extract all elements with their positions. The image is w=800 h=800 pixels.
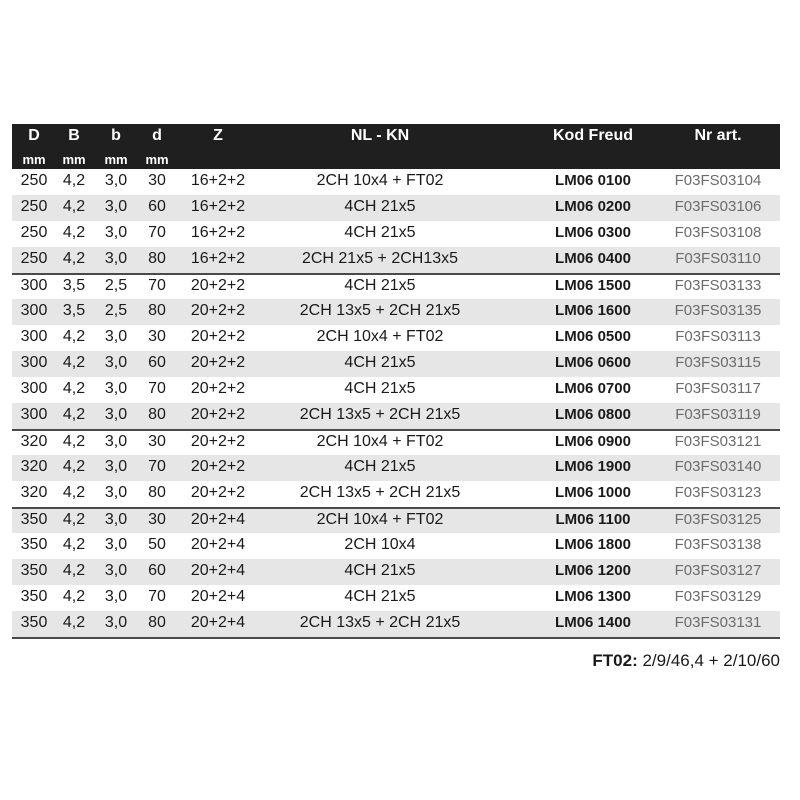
cell-kod: LM06 1000: [555, 484, 631, 501]
cell-b: 3,0: [104, 380, 128, 397]
product-table: [12, 124, 780, 639]
cell-b: 4,2: [62, 380, 86, 397]
cell-b: 3,5: [62, 277, 86, 294]
cell-z: 16+2+2: [190, 250, 246, 267]
table-row: [12, 273, 780, 299]
cell-nl: 4CH 21x5: [344, 562, 416, 579]
cell-nr: F03FS03138: [674, 536, 762, 553]
cell-kod: LM06 0600: [555, 354, 631, 371]
col-header-kod-freud: Kod Freud: [553, 127, 633, 144]
cell-d: 70: [148, 588, 166, 605]
table-row: [12, 507, 780, 533]
cell-b: 4,2: [62, 224, 86, 241]
cell-z: 20+2+4: [190, 588, 246, 605]
cell-z: 20+2+4: [190, 562, 246, 579]
cell-b: 3,0: [104, 562, 128, 579]
table-row: [12, 455, 780, 481]
cell-kod: LM06 1500: [555, 277, 631, 294]
cell-b: 2,5: [104, 302, 128, 319]
table-row: [12, 195, 780, 221]
cell-nl: 2CH 13x5 + 2CH 21x5: [299, 614, 461, 631]
cell-nl: 4CH 21x5: [344, 380, 416, 397]
cell-kod: LM06 0900: [555, 433, 631, 450]
cell-nr: F03FS03133: [674, 277, 762, 294]
table-row: [12, 611, 780, 637]
cell-nr: F03FS03113: [675, 328, 761, 345]
cell-d: 80: [148, 302, 166, 319]
cell-b: 4,2: [62, 198, 86, 215]
cell-nr: F03FS03127: [674, 562, 762, 579]
cell-b: 4,2: [62, 562, 86, 579]
cell-kod: LM06 0200: [555, 198, 631, 215]
cell-nl: 4CH 21x5: [344, 198, 416, 215]
cell-nr: F03FS03106: [674, 198, 762, 215]
cell-kod: LM06 0500: [555, 328, 631, 345]
cell-b: 3,0: [104, 484, 128, 501]
cell-d: 30: [148, 511, 166, 528]
cell-kod: LM06 0700: [555, 380, 631, 397]
cell-d: 50: [148, 536, 166, 553]
cell-nl: 2CH 21x5 + 2CH13x5: [301, 250, 459, 267]
col-header-d: d: [152, 127, 162, 144]
table-row: [12, 325, 780, 351]
cell-b: 3,0: [104, 172, 128, 189]
cell-b: 3,0: [104, 328, 128, 345]
table-row: [12, 533, 780, 559]
unit-B: mm: [62, 152, 86, 167]
cell-kod: LM06 1900: [555, 458, 631, 475]
cell-d: 300: [20, 328, 48, 345]
cell-b: 3,0: [104, 224, 128, 241]
unit-b: mm: [104, 152, 128, 167]
cell-b: 4,2: [62, 458, 86, 475]
cell-b: 3,0: [104, 406, 128, 423]
cell-kod: LM06 1300: [555, 588, 631, 605]
cell-d: 320: [20, 458, 48, 475]
table-body: [12, 169, 780, 637]
table-row: [12, 299, 780, 325]
cell-b: 4,2: [62, 588, 86, 605]
cell-b: 4,2: [62, 354, 86, 371]
cell-d: 300: [20, 302, 48, 319]
cell-b: 4,2: [62, 536, 86, 553]
table-row: [12, 351, 780, 377]
cell-nl: 2CH 13x5 + 2CH 21x5: [299, 406, 461, 423]
cell-z: 20+2+2: [190, 484, 246, 501]
cell-kod: LM06 1600: [555, 302, 631, 319]
cell-d: 80: [148, 406, 166, 423]
cell-d: 30: [148, 172, 166, 189]
cell-nl: 2CH 10x4: [344, 536, 416, 553]
cell-z: 20+2+4: [190, 511, 246, 528]
cell-b: 3,0: [104, 198, 128, 215]
cell-z: 16+2+2: [190, 172, 246, 189]
cell-d: 80: [148, 614, 166, 631]
table-row: [12, 429, 780, 455]
cell-kod: LM06 0100: [555, 172, 631, 189]
cell-nl: 4CH 21x5: [344, 354, 416, 371]
cell-nl: 2CH 13x5 + 2CH 21x5: [299, 302, 461, 319]
cell-d: 350: [20, 562, 48, 579]
cell-z: 20+2+2: [190, 277, 246, 294]
col-header-nl-kn: NL - KN: [350, 127, 410, 144]
cell-d: 30: [148, 433, 166, 450]
cell-b: 3,0: [104, 536, 128, 553]
cell-b: 2,5: [104, 277, 128, 294]
cell-z: 20+2+4: [190, 614, 246, 631]
cell-d: 60: [148, 354, 166, 371]
cell-nr: F03FS03110: [675, 250, 761, 267]
cell-d: 80: [148, 250, 166, 267]
cell-nr: F03FS03121: [674, 433, 762, 450]
cell-kod: LM06 0300: [555, 224, 631, 241]
table-header: [12, 124, 780, 169]
cell-nr: F03FS03131: [674, 614, 762, 631]
cell-nr: F03FS03123: [674, 484, 762, 501]
col-header-Z: Z: [213, 127, 223, 144]
cell-d: 250: [20, 172, 48, 189]
cell-b: 4,2: [62, 614, 86, 631]
cell-d: 320: [20, 433, 48, 450]
cell-b: 3,0: [104, 614, 128, 631]
cell-nr: F03FS03119: [675, 406, 761, 423]
cell-nl: 4CH 21x5: [344, 277, 416, 294]
cell-b: 3,0: [104, 458, 128, 475]
cell-b: 3,0: [104, 354, 128, 371]
cell-kod: LM06 0400: [555, 250, 631, 267]
table-row: [12, 481, 780, 507]
unit-d: mm: [145, 152, 169, 167]
cell-z: 16+2+2: [190, 224, 246, 241]
table-row: [12, 585, 780, 611]
cell-d: 250: [20, 250, 48, 267]
cell-b: 4,2: [62, 511, 86, 528]
cell-d: 250: [20, 224, 48, 241]
cell-b: 4,2: [62, 406, 86, 423]
footnote: [592, 651, 780, 671]
cell-z: 16+2+2: [190, 198, 246, 215]
cell-d: 350: [20, 536, 48, 553]
col-header-B: B: [68, 127, 80, 144]
cell-b: 3,0: [104, 433, 128, 450]
cell-d: 300: [20, 380, 48, 397]
cell-nl: 2CH 10x4 + FT02: [316, 511, 444, 528]
cell-z: 20+2+4: [190, 536, 246, 553]
table-row: [12, 403, 780, 429]
cell-b: 4,2: [62, 172, 86, 189]
col-header-b: b: [111, 127, 121, 144]
cell-z: 20+2+2: [190, 328, 246, 345]
cell-nr: F03FS03117: [675, 380, 761, 397]
cell-b: 3,0: [104, 588, 128, 605]
cell-z: 20+2+2: [190, 354, 246, 371]
cell-z: 20+2+2: [190, 380, 246, 397]
cell-nl: 4CH 21x5: [344, 588, 416, 605]
table-row: [12, 559, 780, 585]
cell-b: 3,5: [62, 302, 86, 319]
cell-d: 60: [148, 562, 166, 579]
cell-nl: 2CH 10x4 + FT02: [316, 172, 444, 189]
cell-d: 300: [20, 354, 48, 371]
cell-d: 80: [148, 484, 166, 501]
footnote-text: 2/9/46,4 + 2/10/60: [637, 651, 780, 670]
table-row: [12, 377, 780, 403]
cell-d: 320: [20, 484, 48, 501]
cell-d: 70: [148, 277, 166, 294]
unit-D: mm: [22, 152, 46, 167]
cell-b: 4,2: [62, 250, 86, 267]
cell-d: 350: [20, 614, 48, 631]
cell-d: 30: [148, 328, 166, 345]
cell-d: 60: [148, 198, 166, 215]
cell-kod: LM06 0800: [555, 406, 631, 423]
cell-kod: LM06 1400: [555, 614, 631, 631]
cell-b: 3,0: [104, 250, 128, 267]
cell-nr: F03FS03140: [674, 458, 762, 475]
cell-nl: 4CH 21x5: [344, 458, 416, 475]
cell-nl: 2CH 10x4 + FT02: [316, 433, 444, 450]
cell-kod: LM06 1800: [555, 536, 631, 553]
cell-nr: F03FS03104: [674, 172, 762, 189]
cell-b: 3,0: [104, 511, 128, 528]
cell-d: 350: [20, 511, 48, 528]
cell-nr: F03FS03115: [675, 354, 761, 371]
table-row: [12, 247, 780, 273]
table-bottom-rule: [12, 637, 780, 639]
cell-nl: 2CH 10x4 + FT02: [316, 328, 444, 345]
cell-nl: 4CH 21x5: [344, 224, 416, 241]
cell-d: 300: [20, 277, 48, 294]
table-row: [12, 169, 780, 195]
cell-kod: LM06 1100: [555, 511, 631, 528]
cell-d: 70: [148, 380, 166, 397]
cell-b: 4,2: [62, 433, 86, 450]
cell-d: 250: [20, 198, 48, 215]
cell-d: 70: [148, 458, 166, 475]
cell-z: 20+2+2: [190, 406, 246, 423]
col-header-D: D: [28, 127, 40, 144]
table-row: [12, 221, 780, 247]
cell-d: 300: [20, 406, 48, 423]
cell-z: 20+2+2: [190, 433, 246, 450]
cell-d: 350: [20, 588, 48, 605]
cell-nl: 2CH 13x5 + 2CH 21x5: [299, 484, 461, 501]
cell-b: 4,2: [62, 484, 86, 501]
cell-b: 4,2: [62, 328, 86, 345]
cell-nr: F03FS03125: [674, 511, 762, 528]
cell-nr: F03FS03129: [674, 588, 762, 605]
col-header-nr-art: Nr art.: [694, 127, 742, 144]
cell-d: 70: [148, 224, 166, 241]
footnote-label: FT02:: [592, 651, 638, 670]
cell-nr: F03FS03135: [674, 302, 762, 319]
cell-kod: LM06 1200: [555, 562, 631, 579]
cell-z: 20+2+2: [190, 458, 246, 475]
cell-nr: F03FS03108: [674, 224, 762, 241]
cell-z: 20+2+2: [190, 302, 246, 319]
